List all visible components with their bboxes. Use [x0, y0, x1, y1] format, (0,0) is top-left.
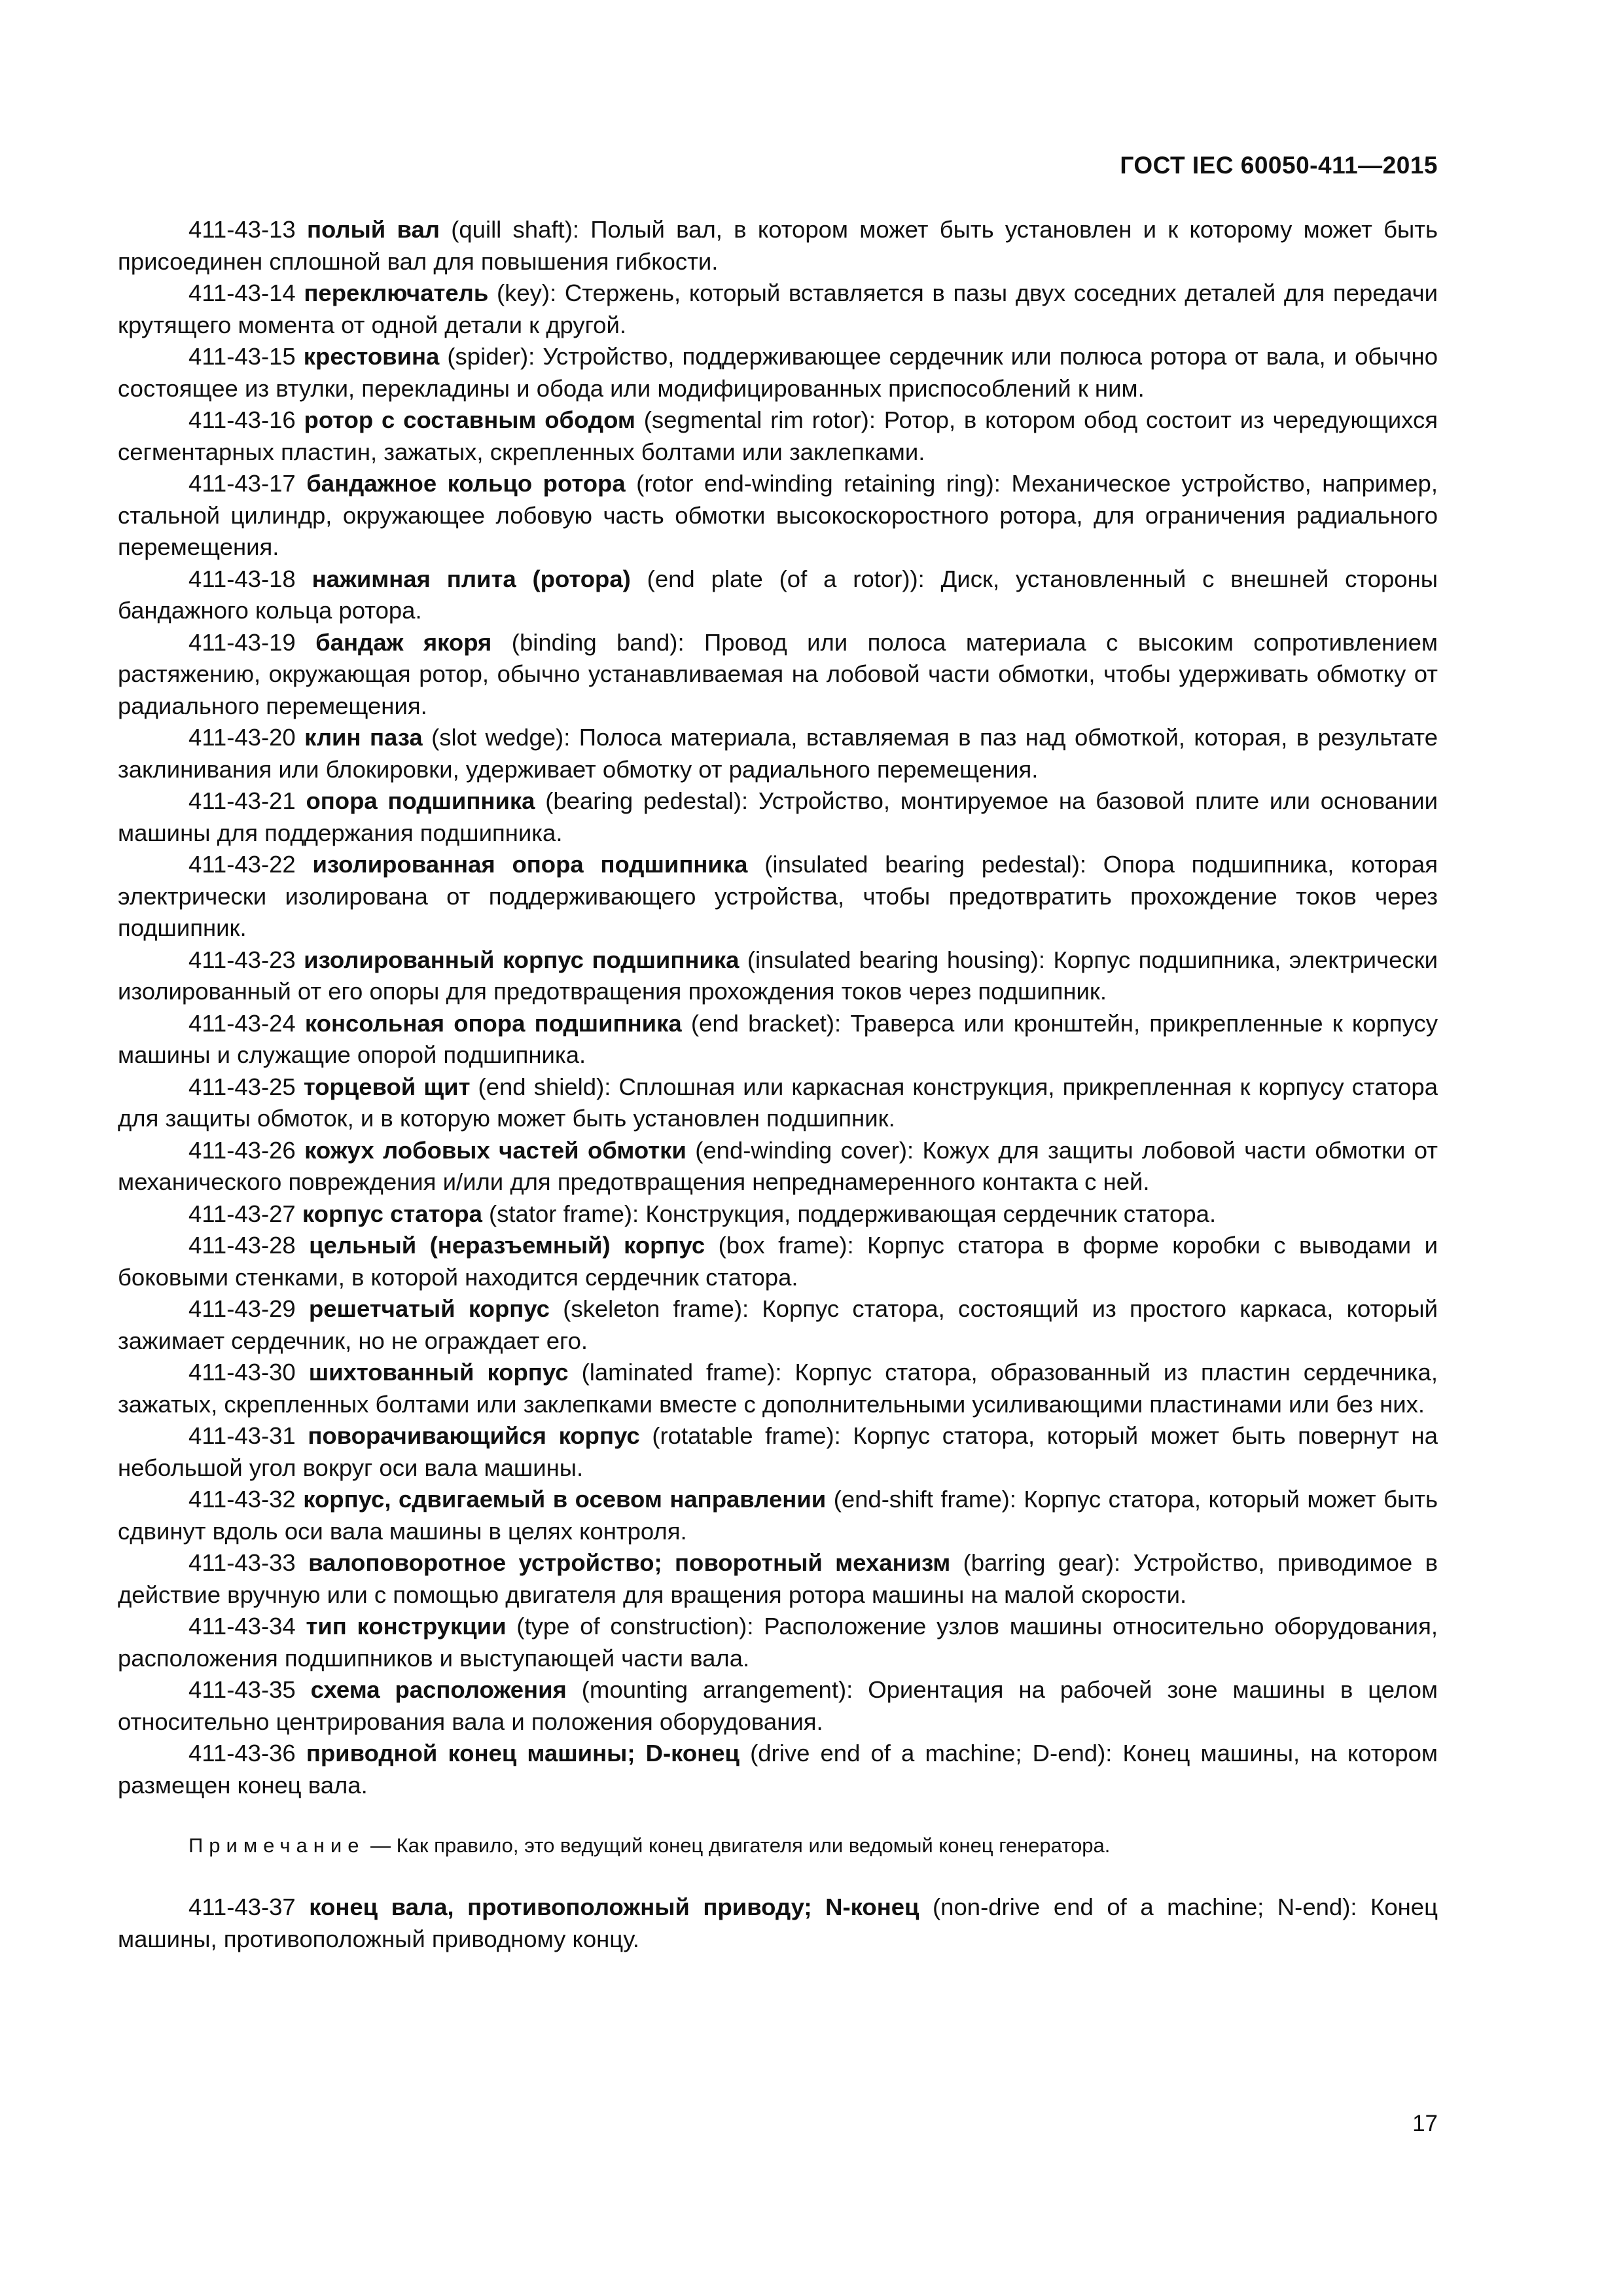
term-name: приводной конец машины; D-конец [306, 1740, 740, 1767]
term-name: торцевой щит [303, 1073, 471, 1100]
term-number: 411-43-13 [188, 216, 296, 243]
term-definition: (rotatable frame): Корпус статора, который может быть повернут на небольшой угол вокруг оси вала машины. [118, 1422, 1438, 1481]
term-entry [118, 785, 1438, 849]
term-number: 411-43-20 [188, 724, 296, 751]
term-number: 411-43-25 [188, 1073, 296, 1100]
term-number: 411-43-30 [188, 1359, 296, 1386]
term-definition: (mounting arrangement): Ориентация на рабочей зоне машины в целом относительно центрирования вала и положения оборудования. [118, 1676, 1438, 1735]
term-entry [118, 627, 1438, 723]
term-definition: (spider): Устройство, поддерживающее сердечник или полюса ротора от вала, и обычно состоящее из втулки, перекладины и обода или модифицированных приспособлений к ним. [118, 343, 1438, 402]
term-entry [118, 1738, 1438, 1801]
term-number: 411-43-17 [188, 470, 296, 497]
document-header: ГОСТ IEC 60050-411—2015 [1120, 152, 1438, 179]
term-entry [118, 1420, 1438, 1484]
term-entry [118, 214, 1438, 278]
term-name: полый вал [306, 216, 440, 243]
note-label: Примечание [188, 1834, 365, 1857]
note-text: — Как правило, это ведущий конец двигателя или ведомый конец генератора. [365, 1834, 1111, 1857]
term-entry [118, 1357, 1438, 1420]
term-definition: (rotor end-winding retaining ring): Механическое устройство, например, стальной цилиндр, окружающее лобовую часть обмотки высокоскоростного ротора, для ограничения радиального перемещения. [118, 470, 1438, 560]
term-number: 411-43-24 [188, 1009, 296, 1037]
term-entry [118, 564, 1438, 627]
term-name: нажимная плита (ротора) [312, 565, 631, 592]
term-number: 411-43-21 [188, 787, 296, 814]
term-entry [118, 404, 1438, 468]
term-definition: (bearing pedestal): Устройство, монтируемое на базовой плите или основании машины для поддержания подшипника. [118, 787, 1438, 846]
term-entry [118, 849, 1438, 944]
term-number: 411-43-34 [188, 1613, 296, 1640]
term-number: 411-43-23 [188, 946, 296, 973]
term-number: 411-43-28 [188, 1232, 296, 1259]
term-name: поворачивающийся корпус [308, 1422, 640, 1449]
term-number: 411-43-32 [188, 1486, 296, 1513]
term-number: 411-43-15 [188, 343, 296, 370]
term-definition: (end-shift frame): Корпус статора, который может быть сдвинут вдоль оси вала машины в целях контроля. [118, 1486, 1438, 1545]
term-definition: (insulated bearing pedestal): Опора подшипника, которая электрически изолирована от поддерживающего устройства, чтобы предотвратить прохождение токов через подшипник. [118, 851, 1438, 941]
term-name: кожух лобовых частей обмотки [304, 1136, 687, 1164]
term-definition: (barring gear): Устройство, приводимое в действие вручную или с помощью двигателя для вращения ротора машины на малой скорости. [118, 1549, 1438, 1608]
term-number: 411-43-29 [188, 1295, 296, 1322]
term-name: цельный (неразъемный) корпус [309, 1232, 705, 1259]
term-number: 411-43-31 [188, 1422, 296, 1449]
term-entry [118, 1230, 1438, 1293]
term-number: 411-43-19 [188, 628, 296, 656]
term-definition: (insulated bearing housing): Корпус подшипника, электрически изолированный от его опоры для предотвращения прохождения токов через подшипник. [118, 946, 1438, 1005]
term-number: 411-43-18 [188, 565, 296, 592]
term-name: опора подшипника [306, 787, 535, 814]
term-name: конец вала, противоположный приводу; N-конец [309, 1893, 919, 1920]
term-number: 411-43-33 [188, 1549, 296, 1576]
term-entry [118, 468, 1438, 564]
term-definition: (drive end of a machine; D-end): Конец машины, на котором размещен конец вала. [118, 1740, 1438, 1799]
term-entry [118, 1135, 1438, 1198]
term-entry [118, 1674, 1438, 1738]
note [118, 1833, 1438, 1859]
term-number: 411-43-16 [188, 406, 296, 433]
term-definition: (non-drive end of a machine; N-end): Конец машины, противоположный приводному концу. [118, 1893, 1438, 1952]
term-name: бандажное кольцо ротора [306, 470, 626, 497]
term-name: корпус статора [302, 1200, 482, 1227]
term-definition: (skeleton frame): Корпус статора, состоящий из простого каркаса, который зажимает сердечник, но не ограждает его. [118, 1295, 1438, 1354]
term-number: 411-43-35 [188, 1676, 296, 1703]
term-definition: (end bracket): Траверса или кронштейн, прикрепленные к корпусу машины и служащие опорой подшипника. [118, 1009, 1438, 1068]
term-name: изолированный корпус подшипника [304, 946, 740, 973]
term-number: 411-43-22 [188, 851, 296, 878]
term-name: тип конструкции [306, 1613, 507, 1640]
term-definition: (quill shaft): Полый вал, в котором может быть установлен и к которому может быть присоединен сплошной вал для повышения гибкости. [118, 216, 1438, 275]
term-entry [118, 1071, 1438, 1135]
term-number: 411-43-37 [188, 1893, 296, 1920]
term-entry [118, 944, 1438, 1008]
term-number: 411-43-14 [188, 279, 296, 306]
term-entry [118, 1198, 1438, 1230]
term-definition: (stator frame): Конструкция, поддерживающая сердечник статора. [482, 1200, 1217, 1227]
term-definition: (box frame): Корпус статора в форме коробки с выводами и боковыми стенками, в которой находится сердечник статора. [118, 1232, 1438, 1291]
term-number: 411-43-26 [188, 1136, 296, 1164]
term-entry [118, 1293, 1438, 1357]
term-name: изолированная опора подшипника [312, 851, 748, 878]
term-name: корпус, сдвигаемый в осевом направлении [303, 1486, 827, 1513]
term-name: валоповоротное устройство; поворотный механизм [308, 1549, 951, 1576]
term-entry [118, 278, 1438, 341]
term-entry [118, 1008, 1438, 1071]
term-definition: (type of construction): Расположение узлов машины относительно оборудования, расположения подшипников и выступающей части вала. [118, 1613, 1438, 1672]
term-name: консольная опора подшипника [304, 1009, 682, 1037]
term-entry [118, 1611, 1438, 1674]
term-entry [118, 341, 1438, 404]
term-name: ротор с составным ободом [304, 406, 635, 433]
term-name: клин паза [304, 724, 423, 751]
term-entry [118, 1892, 1438, 1955]
term-definition: (segmental rim rotor): Ротор, в котором обод состоит из чередующихся сегментарных пластин, зажатых, скрепленных болтами или заклепками. [118, 406, 1438, 465]
page-number: 17 [1412, 2111, 1438, 2136]
entries-container [118, 214, 1438, 1801]
term-entry [118, 1484, 1438, 1547]
term-name: решетчатый корпус [308, 1295, 550, 1322]
term-definition: (slot wedge): Полоса материала, вставляемая в паз над обмоткой, которая, в результате заклинивания или блокировки, удерживает обмотку от радиального перемещения. [118, 724, 1438, 783]
term-name: крестовина [303, 343, 440, 370]
term-name: переключатель [304, 279, 489, 306]
term-definition: (end-winding cover): Кожух для защиты лобовой части обмотки от механического повреждения и/или для предотвращения непреднамеренного контакта с ней. [118, 1136, 1438, 1195]
term-definition: (end shield): Сплошная или каркасная конструкция, прикрепленная к корпусу статора для защиты обмоток, и в которую может быть установлен подшипник. [118, 1073, 1438, 1132]
term-name: шихтованный корпус [308, 1359, 569, 1386]
term-definition: (end plate (of a rotor)): Диск, установленный с внешней стороны бандажного кольца ротора. [118, 565, 1438, 624]
term-number: 411-43-27 [188, 1200, 296, 1227]
term-definition: (binding band): Провод или полоса материала с высоким сопротивлением растяжению, окружающая ротор, обычно устанавливаемая на лобовой части обмотки, чтобы удерживать обмотку от радиального перемещения. [118, 628, 1438, 719]
term-list [118, 214, 1438, 1955]
term-definition: (key): Стержень, который вставляется в пазы двух соседних деталей для передачи крутящего момента от одной детали к другой. [118, 279, 1438, 338]
term-entry [118, 1547, 1438, 1611]
term-name: схема расположения [310, 1676, 567, 1703]
term-entry [118, 722, 1438, 785]
term-number: 411-43-36 [188, 1740, 296, 1767]
term-name: бандаж якоря [315, 628, 492, 656]
term-definition: (laminated frame): Корпус статора, образованный из пластин сердечника, зажатых, скрепленных болтами или заклепками вместе с дополнительными усиливающими пластинами или без них. [118, 1359, 1438, 1418]
